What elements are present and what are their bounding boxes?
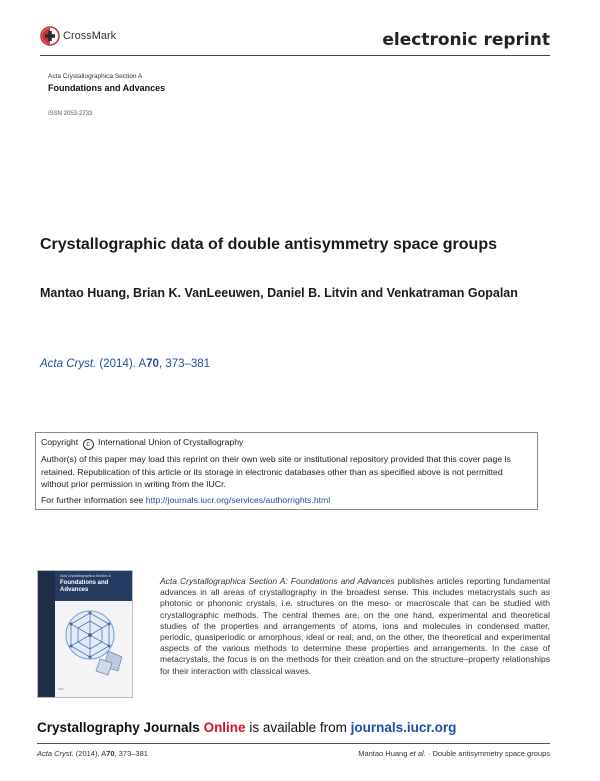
promo-part3: is available from: [245, 720, 351, 735]
journal-cover-image: [37, 570, 133, 698]
cover-crystal-artwork-icon: [60, 605, 128, 677]
footer-citation: [37, 749, 148, 758]
citation-year: (2014).: [96, 358, 139, 370]
copyright-info-line: [41, 494, 532, 507]
cover-footer: IUCr: [58, 687, 65, 691]
footer-divider: [37, 743, 550, 744]
blurb-journal-name: Acta Crystallographica Section A: Foundations and Advances: [160, 576, 395, 586]
footer-short-title: Double antisymmetry space groups: [432, 749, 550, 758]
cover-title-2: Advances: [60, 587, 89, 593]
citation-volume-prefix: A: [138, 358, 147, 370]
crossmark-label: CrossMark: [63, 30, 117, 42]
article-title: Crystallographic data of double antisymmetry space groups: [40, 236, 497, 253]
journal-series: Acta Crystallographica Section A: [48, 73, 143, 80]
copyright-statement: Author(s) of this paper may load this reprint on their own web site or institutional repository provided that this cover page is retained. Republication of this article or its storage in electronic databases other than as specified above is not permitted without prior permission in writing from the IUCr.: [41, 454, 511, 489]
journals-online-promo: [37, 720, 456, 735]
footer-running-title: [358, 749, 550, 758]
blurb-body: publishes articles reporting fundamental advances in all areas of crystallography in the broadest sense. This includes metacrystals such as photonic or phononic crystals, i.e. structures on the meso- or macroscale that can be studied with crystallographic methods. The central themes are, on the one hand, experimental and theoretical studies of the properties and arrangements of atoms, ions and molecules in condensed matter, periodic, quasiperiodic or amorphous, ideal or real, and, on the other, the theoretical and experimental aspects of the various methods to determine these properties and arrangements. In the case of metacrystals, the focus is on the methods for their creation and on the structure–property relationships for their interaction with classical waves.: [160, 576, 550, 676]
footer-etal: et al.: [409, 749, 426, 758]
copyright-prefix: Copyright: [41, 437, 79, 447]
copyright-symbol-icon: c: [83, 439, 94, 450]
author-rights-link[interactable]: http://journals.iucr.org/services/authorrights.html: [145, 494, 331, 505]
journals-iucr-link[interactable]: journals.iucr.org: [350, 720, 457, 735]
footer-year: (2014). A: [73, 749, 107, 758]
promo-online: Online: [203, 720, 246, 735]
journal-issn: ISSN 2053-2733: [48, 111, 93, 117]
footer-separator: ·: [425, 749, 433, 758]
electronic-reprint-label: electronic reprint: [382, 30, 550, 50]
copyright-box: [35, 432, 538, 510]
header-divider: [40, 55, 550, 56]
article-citation-link[interactable]: [40, 358, 210, 370]
footer-authors: Mantao Huang: [358, 749, 410, 758]
cover-series: Acta Crystallographica Section A: [60, 574, 111, 578]
journal-description: [160, 576, 550, 677]
cover-title-1: Foundations and: [60, 580, 109, 586]
copyright-info-prefix: For further information see: [41, 494, 146, 505]
crossmark-icon: [40, 26, 60, 46]
crossmark-badge[interactable]: [40, 26, 116, 46]
citation-pages: , 373–381: [158, 358, 211, 370]
journal-name: Foundations and Advances: [48, 83, 166, 93]
footer-volume: 70: [106, 749, 115, 758]
citation-volume: 70: [146, 358, 159, 370]
footer-journal: Acta Cryst.: [37, 749, 74, 758]
promo-part1: Crystallography Journals: [37, 720, 204, 735]
cover-header: [55, 571, 132, 601]
citation-journal: Acta Cryst.: [40, 358, 97, 370]
cover-spine: [38, 571, 55, 697]
footer-pages: , 373–381: [114, 749, 148, 758]
article-authors: Mantao Huang, Brian K. VanLeeuwen, Daniel B. Litvin and Venkatraman Gopalan: [40, 286, 518, 300]
copyright-holder: International Union of Crystallography: [98, 437, 244, 447]
copyright-line: [41, 436, 532, 450]
